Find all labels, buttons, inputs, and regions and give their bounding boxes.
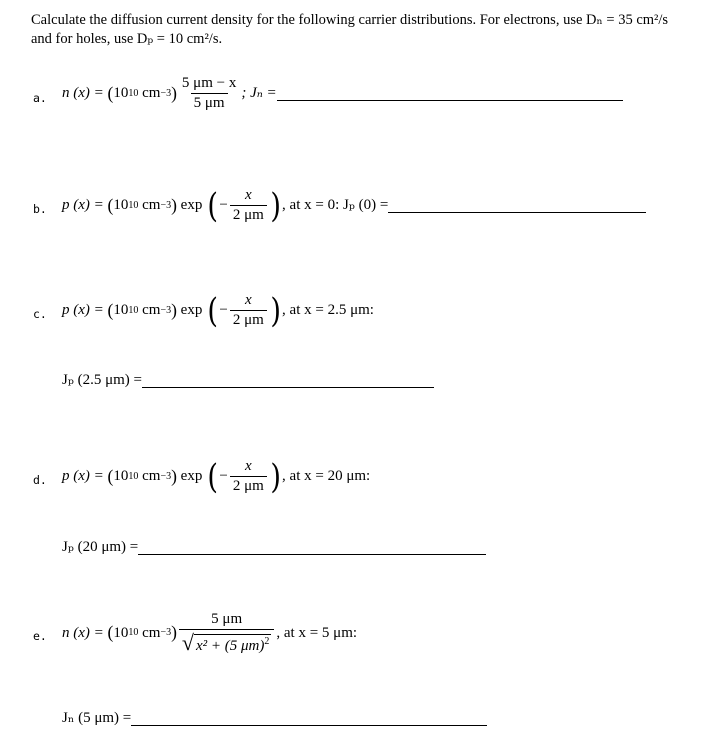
big-open-paren: ( xyxy=(207,456,219,497)
fraction xyxy=(230,459,267,494)
exp-function: exp xyxy=(180,468,203,484)
exponent-neg3: −3 xyxy=(160,470,172,482)
exponent-neg3: −3 xyxy=(160,304,172,316)
exponent-neg3: −3 xyxy=(160,199,172,211)
unit-cm: cm xyxy=(142,197,161,213)
answer-label-e: Jₙ (5 μm) = xyxy=(62,710,132,726)
ten: 10 xyxy=(113,302,129,318)
part-c-equation xyxy=(62,290,374,331)
fraction xyxy=(179,76,239,111)
fraction-denominator: 2 μm xyxy=(230,205,267,223)
n-of-x: n (x) = xyxy=(62,85,104,101)
exp-function: exp xyxy=(180,197,203,213)
fraction-numerator: x xyxy=(244,187,252,203)
answer-blank-d[interactable] xyxy=(138,540,486,555)
part-e-label: e. xyxy=(33,629,47,643)
open-paren: ( xyxy=(107,82,114,103)
ten: 10 xyxy=(113,624,129,641)
part-b-equation xyxy=(62,185,646,226)
close-paren: ) xyxy=(171,194,177,215)
exponent-10: 10 xyxy=(128,87,139,99)
big-close-paren: ) xyxy=(270,290,281,331)
part-c-answer xyxy=(62,373,434,388)
ten: 10 xyxy=(113,468,129,484)
fraction xyxy=(230,188,267,223)
part-e-answer xyxy=(62,711,487,726)
fraction-numerator: 5 μm xyxy=(211,611,243,627)
open-paren: ( xyxy=(107,299,114,320)
open-paren: ( xyxy=(107,622,114,643)
problem-statement: Calculate the diffusion current density for the following carrier distributions. For electrons, use Dₙ = 35 cm²/s and for holes, use Dₚ = 10 cm²/s. xyxy=(31,12,669,47)
part-b-tail: , at x = 0: Jₚ (0) = xyxy=(282,197,389,213)
fraction-numerator: x xyxy=(244,292,252,308)
part-a-equation xyxy=(62,76,623,111)
exponent-10: 10 xyxy=(128,304,139,316)
unit-cm: cm xyxy=(142,302,161,318)
radical-sign-icon: √ xyxy=(181,630,194,655)
radicand: x² + (5 μm)$^2$ xyxy=(195,636,270,654)
part-d-tail: , at x = 20 μm: xyxy=(282,468,371,484)
close-paren: ) xyxy=(171,299,177,320)
unit-cm: cm xyxy=(142,85,161,101)
open-paren: ( xyxy=(107,465,114,486)
exponent-neg3: −3 xyxy=(160,87,172,99)
minus-sign: − xyxy=(219,197,228,213)
exponent-10: 10 xyxy=(128,199,139,211)
part-e-tail: , at x = 5 μm: xyxy=(276,624,358,641)
exp-function: exp xyxy=(180,302,203,318)
minus-sign: − xyxy=(219,468,228,484)
p-of-x: p (x) = xyxy=(62,302,104,318)
part-a-tail: ; Jₙ = xyxy=(241,85,277,101)
exponent-neg3: −3 xyxy=(160,627,172,638)
fraction-denominator: 2 μm xyxy=(230,310,267,328)
part-b-label: b. xyxy=(33,202,47,216)
fraction-denominator: 5 μm xyxy=(191,93,228,111)
open-paren: ( xyxy=(107,194,114,215)
answer-blank-e[interactable] xyxy=(131,711,487,726)
fraction-denominator xyxy=(179,629,274,654)
big-open-paren: ( xyxy=(207,185,219,226)
ten: 10 xyxy=(113,197,129,213)
fraction xyxy=(179,612,274,654)
unit-cm: cm xyxy=(142,468,161,484)
minus-sign: − xyxy=(219,302,228,318)
answer-blank-a[interactable] xyxy=(277,86,623,101)
exponent-10: 10 xyxy=(128,470,139,482)
square-root xyxy=(182,632,271,654)
part-c-tail: , at x = 2.5 μm: xyxy=(282,302,374,318)
fraction-numerator: 5 μm − x xyxy=(181,75,237,91)
part-e-equation xyxy=(62,612,357,654)
answer-label-c: Jₚ (2.5 μm) = xyxy=(62,372,142,388)
part-d-label: d. xyxy=(33,473,47,487)
part-c-label: c. xyxy=(33,307,47,321)
part-d-answer xyxy=(62,540,486,555)
close-paren: ) xyxy=(171,465,177,486)
part-a-label: a. xyxy=(33,91,47,105)
answer-label-d: Jₚ (20 μm) = xyxy=(62,539,139,555)
ten: 10 xyxy=(113,85,129,101)
p-of-x: p (x) = xyxy=(62,197,104,213)
fraction-denominator: 2 μm xyxy=(230,476,267,494)
p-of-x: p (x) = xyxy=(62,468,104,484)
unit-cm: cm xyxy=(142,624,161,641)
fraction-numerator: x xyxy=(244,458,252,474)
close-paren: ) xyxy=(171,82,177,103)
radicand-exponent: 2 xyxy=(264,636,270,647)
big-close-paren: ) xyxy=(270,185,281,226)
close-paren: ) xyxy=(171,622,177,643)
answer-blank-c[interactable] xyxy=(142,373,434,388)
big-open-paren: ( xyxy=(207,290,219,331)
exponent-10: 10 xyxy=(128,627,139,638)
n-of-x: n (x) = xyxy=(62,624,104,641)
answer-blank-b[interactable] xyxy=(388,198,646,213)
part-d-equation xyxy=(62,456,371,497)
big-close-paren: ) xyxy=(270,456,281,497)
fraction xyxy=(230,293,267,328)
